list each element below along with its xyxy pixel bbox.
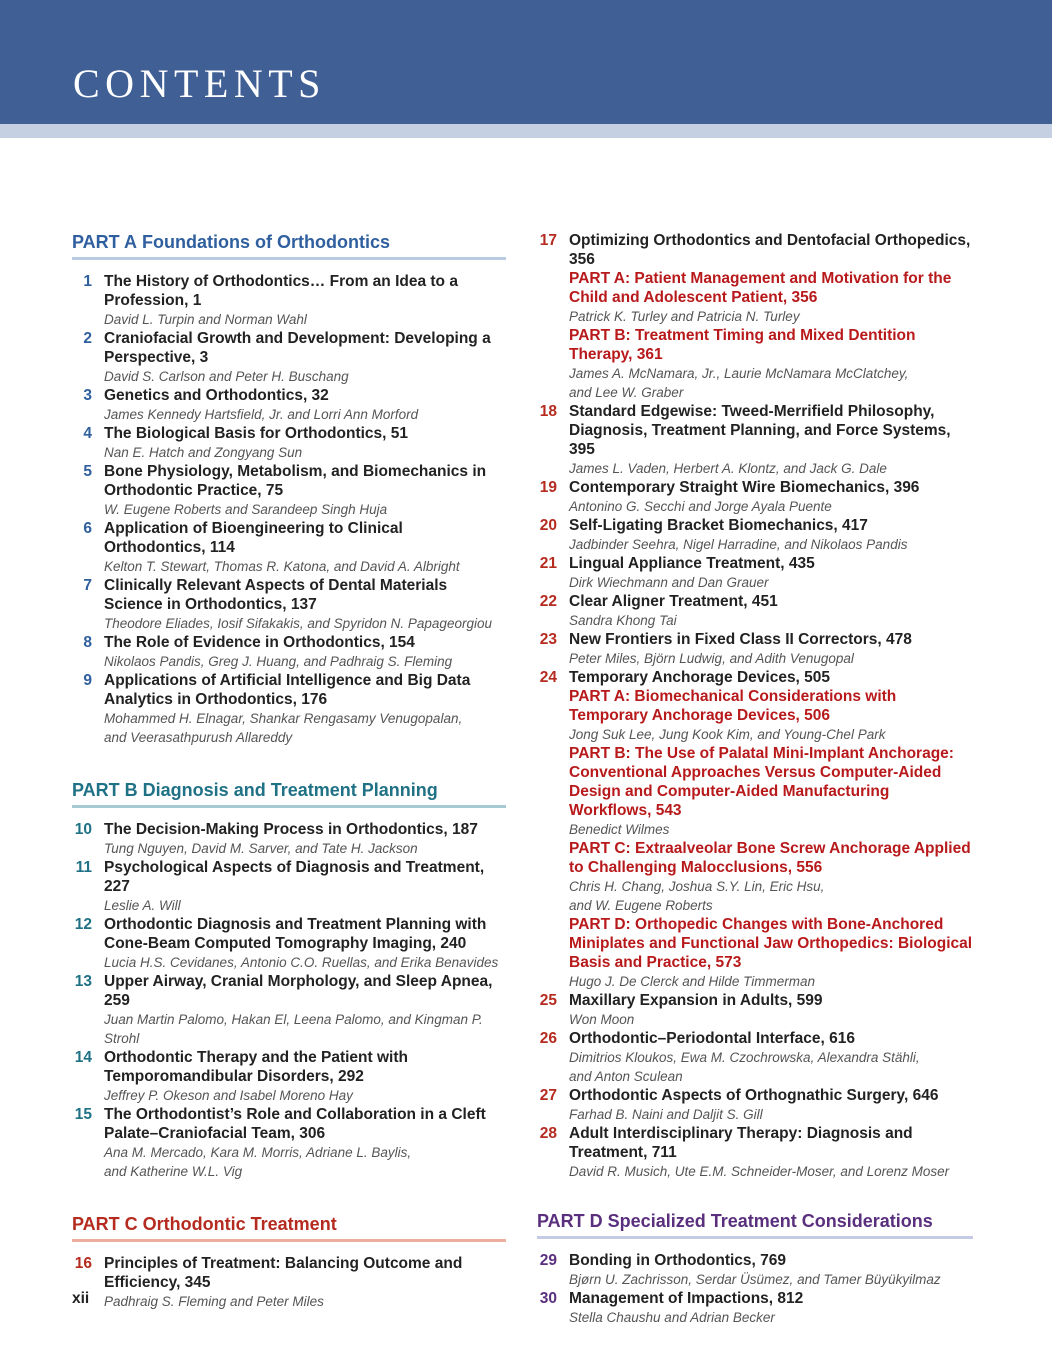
chapter-number: 1 (83, 273, 92, 290)
chapter-authors: Stella Chaushu and Adrian Becker (569, 1310, 775, 1325)
chapter-title: Optimizing Orthodontics and Dentofacial Orthopedics, 356 (569, 232, 971, 268)
chapter-number: 2 (83, 330, 92, 347)
chapter-authors: and Lee W. Graber (569, 385, 684, 400)
chapter-title: Clear Aligner Treatment, 451 (569, 593, 778, 610)
chapter-9[interactable] (72, 671, 506, 747)
part-a-header (72, 231, 506, 260)
chapter-title: New Frontiers in Fixed Class II Correctors, 478 (569, 631, 912, 648)
chapter-authors: Jeffrey P. Okeson and Isabel Moreno Hay (104, 1088, 353, 1103)
chapter-title: Contemporary Straight Wire Biomechanics, 396 (569, 479, 920, 496)
chapter-25[interactable] (537, 991, 973, 1029)
chapter-authors: W. Eugene Roberts and Sarandeep Singh Huja (104, 502, 388, 517)
chapter-title: The Biological Basis for Orthodontics, 51 (104, 425, 409, 442)
chapter-authors: Nan E. Hatch and Zongyang Sun (104, 445, 303, 460)
subpart-title[interactable]: PART D: Orthopedic Changes with Bone-Anchored Miniplates and Functional Jaw Orthopedics: Biological Basis and Practice, 573 (569, 916, 973, 971)
chapter-authors: Padhraig S. Fleming and Peter Miles (104, 1294, 324, 1309)
part-a-label: PART A (72, 232, 137, 252)
chapter-number: 28 (539, 1125, 557, 1142)
chapter-title: Application of Bioengineering to Clinical Orthodontics, 114 (104, 520, 403, 556)
chapter-authors: Nikolaos Pandis, Greg J. Huang, and Padhraig S. Fleming (104, 654, 453, 669)
part-a-chapter-list (72, 272, 506, 747)
chapter-title: Bonding in Orthodontics, 769 (569, 1252, 786, 1269)
chapter-8[interactable] (72, 633, 506, 671)
chapter-number: 13 (74, 973, 92, 990)
chapter-authors: Hugo J. De Clerck and Hilde Timmerman (569, 974, 815, 989)
chapter-authors: Peter Miles, Björn Ludwig, and Adith Venugopal (569, 651, 854, 666)
chapter-15[interactable] (72, 1105, 506, 1181)
chapter-authors: Won Moon (569, 1012, 635, 1027)
chapter-title: Standard Edgewise: Tweed-Merrifield Philosophy, Diagnosis, Treatment Planning, and Force Systems, 395 (569, 403, 951, 458)
right-column (537, 231, 973, 1327)
chapter-authors: Chris H. Chang, Joshua S.Y. Lin, Eric Hsu, (569, 879, 825, 894)
chapter-authors: David R. Musich, Ute E.M. Schneider-Moser, and Lorenz Moser (569, 1164, 950, 1179)
chapter-27[interactable] (537, 1086, 973, 1124)
chapter-5[interactable] (72, 462, 506, 519)
chapter-number: 7 (83, 577, 92, 594)
chapter-6[interactable] (72, 519, 506, 576)
chapter-authors: Theodore Eliades, Iosif Sifakakis, and Spyridon N. Papageorgiou (104, 616, 492, 631)
part-c-label: PART C (72, 1214, 138, 1234)
chapter-title: Orthodontic–Periodontal Interface, 616 (569, 1030, 855, 1047)
chapter-authors: David S. Carlson and Peter H. Buschang (104, 369, 349, 384)
subpart-title[interactable]: PART C: Extraalveolar Bone Screw Anchorage Applied to Challenging Malocclusions, 556 (569, 840, 971, 876)
chapter-30[interactable] (537, 1289, 973, 1327)
chapter-authors: Sandra Khong Tai (569, 613, 677, 628)
chapter-authors: and Veerasathpurush Allareddy (104, 730, 293, 745)
chapter-23[interactable] (537, 630, 973, 668)
part-c-chapter-list-left (72, 1254, 506, 1311)
chapter-authors: Jadbinder Seehra, Nigel Harradine, and Nikolaos Pandis (569, 537, 908, 552)
chapter-13[interactable] (72, 972, 506, 1048)
chapter-10[interactable] (72, 820, 506, 858)
chapter-number: 5 (83, 463, 92, 480)
chapter-2[interactable] (72, 329, 506, 386)
chapter-title: Craniofacial Growth and Development: Developing a Perspective, 3 (104, 330, 491, 366)
chapter-22[interactable] (537, 592, 973, 630)
chapter-authors: Bjørn U. Zachrisson, Serdar Üsümez, and Tamer Büyükyilmaz (569, 1272, 941, 1287)
chapter-authors: and W. Eugene Roberts (569, 898, 713, 913)
chapter-number: 30 (539, 1290, 557, 1307)
chapter-title: The Orthodontist’s Role and Collaboration in a Cleft Palate–Craniofacial Team, 306 (104, 1106, 486, 1142)
chapter-12[interactable] (72, 915, 506, 972)
chapter-3[interactable] (72, 386, 506, 424)
chapter-title: Bone Physiology, Metabolism, and Biomechanics in Orthodontic Practice, 75 (104, 463, 487, 499)
chapter-number: 27 (539, 1087, 557, 1104)
part-c-rule (72, 1239, 506, 1242)
chapter-number: 3 (83, 387, 92, 404)
chapter-18[interactable] (537, 402, 973, 478)
part-d-rule (537, 1236, 973, 1239)
chapter-26[interactable] (537, 1029, 973, 1086)
chapter-number: 8 (83, 634, 92, 651)
chapter-number: 29 (539, 1252, 557, 1269)
subpart-title[interactable]: PART B: The Use of Palatal Mini-Implant Anchorage: Conventional Approaches Versus Computer-Aided Design and Computer-Aided Manufacturing Workflows, 543 (569, 745, 954, 819)
chapter-4[interactable] (72, 424, 506, 462)
part-c-chapter-list-right (537, 231, 973, 1181)
left-column (72, 231, 506, 1311)
chapter-authors: James A. McNamara, Jr., Laurie McNamara McClatchey, (569, 366, 909, 381)
chapter-number: 19 (539, 479, 557, 496)
chapter-number: 23 (539, 631, 557, 648)
subpart-title[interactable]: PART A: Patient Management and Motivation for the Child and Adolescent Patient, 356 (569, 270, 952, 306)
chapter-authors: Dirk Wiechmann and Dan Grauer (569, 575, 769, 590)
chapter-number: 15 (74, 1106, 92, 1123)
chapter-28[interactable] (537, 1124, 973, 1181)
chapter-authors: Antonino G. Secchi and Jorge Ayala Puente (569, 499, 832, 514)
chapter-number: 16 (74, 1255, 92, 1272)
part-b-header (72, 779, 506, 808)
chapter-authors: Leslie A. Will (104, 898, 181, 913)
chapter-title: Management of Impactions, 812 (569, 1290, 804, 1307)
chapter-16[interactable] (72, 1254, 506, 1311)
chapter-title: Principles of Treatment: Balancing Outcome and Efficiency, 345 (104, 1255, 463, 1291)
part-d-chapter-list (537, 1251, 973, 1327)
chapter-authors: Juan Martin Palomo, Hakan El, Leena Palomo, and Kingman P. Strohl (104, 1012, 483, 1046)
chapter-authors: Benedict Wilmes (569, 822, 670, 837)
chapter-title: Psychological Aspects of Diagnosis and Treatment, 227 (104, 859, 485, 895)
chapter-number: 22 (539, 593, 557, 610)
chapter-17[interactable] (537, 231, 973, 402)
chapter-number: 9 (83, 672, 92, 689)
chapter-authors: David L. Turpin and Norman Wahl (104, 312, 307, 327)
page-title: CONTENTS (73, 61, 326, 106)
chapter-number: 26 (539, 1030, 557, 1047)
part-d-label: PART D (537, 1211, 603, 1231)
chapter-title: Upper Airway, Cranial Morphology, and Sleep Apnea, 259 (104, 973, 493, 1009)
chapter-20[interactable] (537, 516, 973, 554)
part-c-title: Orthodontic Treatment (142, 1214, 337, 1234)
part-d-title: Specialized Treatment Considerations (607, 1211, 933, 1231)
part-a-title: Foundations of Orthodontics (142, 232, 390, 252)
chapter-authors: Jong Suk Lee, Jung Kook Kim, and Young-Chel Park (569, 727, 886, 742)
chapter-title: Genetics and Orthodontics, 32 (104, 387, 329, 404)
chapter-number: 21 (539, 555, 557, 572)
chapter-authors: Patrick K. Turley and Patricia N. Turley (569, 309, 800, 324)
chapter-7[interactable] (72, 576, 506, 633)
chapter-number: 17 (539, 232, 557, 249)
chapter-21[interactable] (537, 554, 973, 592)
chapter-title: Clinically Relevant Aspects of Dental Materials Science in Orthodontics, 137 (104, 577, 448, 613)
chapter-number: 6 (83, 520, 92, 537)
part-b-rule (72, 805, 506, 808)
chapter-number: 14 (74, 1049, 92, 1066)
part-c-header (72, 1213, 506, 1242)
page-number: xii (72, 1290, 90, 1307)
chapter-authors: Ana M. Mercado, Kara M. Morris, Adriane L. Baylis, (104, 1145, 412, 1160)
chapter-authors: Kelton T. Stewart, Thomas R. Katona, and David A. Albright (104, 559, 460, 574)
chapter-authors: Mohammed H. Elnagar, Shankar Rengasamy Venugopalan, (104, 711, 463, 726)
chapter-title: Orthodontic Diagnosis and Treatment Planning with Cone-Beam Computed Tomography Imaging, 240 (104, 916, 487, 952)
part-b-title: Diagnosis and Treatment Planning (142, 780, 438, 800)
chapter-authors: James L. Vaden, Herbert A. Klontz, and Jack G. Dale (569, 461, 887, 476)
chapter-authors: Tung Nguyen, David M. Sarver, and Tate H. Jackson (104, 841, 418, 856)
part-d-header (537, 1210, 973, 1239)
chapter-24[interactable] (537, 668, 973, 991)
chapter-authors: Lucia H.S. Cevidanes, Antonio C.O. Ruellas, and Erika Benavides (104, 955, 499, 970)
subpart-title[interactable]: PART B: Treatment Timing and Mixed Dentition Therapy, 361 (569, 327, 916, 363)
chapter-29[interactable] (537, 1251, 973, 1289)
chapter-14[interactable] (72, 1048, 506, 1105)
header-rule (0, 124, 1052, 138)
chapter-number: 12 (74, 916, 92, 933)
chapter-title: Orthodontic Therapy and the Patient with Temporomandibular Disorders, 292 (104, 1049, 408, 1085)
chapter-number: 10 (74, 821, 92, 838)
part-a-rule (72, 257, 506, 260)
subpart-title[interactable]: PART A: Biomechanical Considerations with Temporary Anchorage Devices, 506 (569, 688, 897, 724)
chapter-authors: Farhad B. Naini and Daljit S. Gill (569, 1107, 763, 1122)
chapter-11[interactable] (72, 858, 506, 915)
chapter-title: The Decision-Making Process in Orthodontics, 187 (104, 821, 478, 838)
chapter-number: 20 (539, 517, 557, 534)
chapter-authors: and Anton Sculean (569, 1069, 683, 1084)
chapter-title: The Role of Evidence in Orthodontics, 154 (104, 634, 415, 651)
chapter-number: 25 (539, 992, 557, 1009)
chapter-number: 11 (75, 859, 92, 876)
chapter-title: Applications of Artificial Intelligence and Big Data Analytics in Orthodontics, 176 (104, 672, 471, 708)
chapter-authors: James Kennedy Hartsfield, Jr. and Lorri Ann Morford (104, 407, 419, 422)
chapter-1[interactable] (72, 272, 506, 329)
chapter-title: Self-Ligating Bracket Biomechanics, 417 (569, 517, 868, 534)
chapter-authors: Dimitrios Kloukos, Ewa M. Czochrowska, Alexandra Stähli, (569, 1050, 920, 1065)
chapter-title: Maxillary Expansion in Adults, 599 (569, 992, 823, 1009)
chapter-number: 24 (539, 669, 557, 686)
chapter-title: Orthodontic Aspects of Orthognathic Surgery, 646 (569, 1087, 939, 1104)
chapter-number: 4 (83, 425, 92, 442)
chapter-19[interactable] (537, 478, 973, 516)
chapter-number: 18 (539, 403, 557, 420)
part-b-chapter-list (72, 820, 506, 1181)
chapter-title: The History of Orthodontics… From an Idea to a Profession, 1 (104, 273, 458, 309)
chapter-title: Adult Interdisciplinary Therapy: Diagnosis and Treatment, 711 (569, 1125, 913, 1161)
chapter-title: Lingual Appliance Treatment, 435 (569, 555, 815, 572)
chapter-title: Temporary Anchorage Devices, 505 (569, 669, 831, 686)
chapter-authors: and Katherine W.L. Vig (104, 1164, 243, 1179)
part-b-label: PART B (72, 780, 138, 800)
